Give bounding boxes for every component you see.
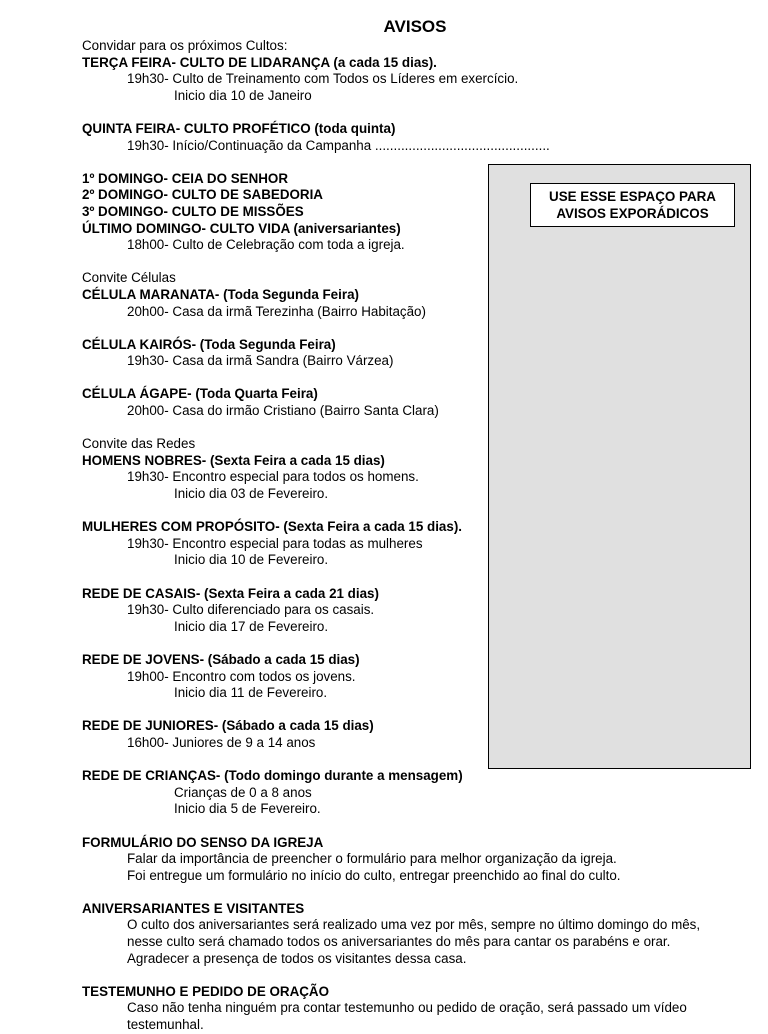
domingo-1: 1º DOMINGO- CEIA DO SENHOR (82, 170, 289, 186)
aniversariantes-line-2: nesse culto será chamado todos os aniversariantes do mês para cantar os parabéns e orar. (127, 934, 671, 950)
homens-line-1: 19h30- Encontro especial para todos os homens. (127, 469, 419, 485)
casais-heading: REDE DE CASAIS- (Sexta Feira a cada 21 dias) (82, 585, 379, 601)
celulas-intro: Convite Células (82, 270, 176, 286)
mulheres-line-2: Inicio dia 10 de Fevereiro. (174, 552, 329, 568)
criancas-line-1: Crianças de 0 a 8 anos (174, 784, 312, 800)
agape-heading: CÉLULA ÁGAPE- (Toda Quarta Feira) (82, 386, 318, 402)
jovens-line-1: 19h00- Encontro com todos os jovens. (127, 668, 356, 684)
panel-label-line-1: USE ESSE ESPAÇO PARA (549, 189, 716, 204)
quinta-line-1: 19h30- Início/Continuação da Campanha ............................................... (127, 137, 550, 153)
homens-line-2: Inicio dia 03 de Fevereiro. (174, 486, 329, 502)
formulario-line-1: Falar da importância de preencher o formulário para melhor organização da igreja. (127, 851, 617, 867)
mulheres-heading: MULHERES COM PROPÓSITO- (Sexta Feira a cada 15 dias). (82, 519, 463, 535)
aniversariantes-line-3: Agradecer a presença de todos os visitantes dessa casa. (127, 950, 467, 966)
terca-heading: TERÇA FEIRA- CULTO DE LIDARANÇA (a cada 15 dias). (82, 54, 437, 70)
spacer (82, 818, 752, 835)
mulheres-line-1: 19h30- Encontro especial para todas as mulheres (127, 535, 423, 551)
juniores-heading: REDE DE JUNIORES- (Sábado a cada 15 dias) (82, 718, 374, 734)
kairos-heading: CÉLULA KAIRÓS- (Toda Segunda Feira) (82, 336, 336, 352)
spacer (82, 967, 752, 984)
formulario-heading: FORMULÁRIO DO SENSO DA IGREJA (82, 834, 324, 850)
casais-line-1: 19h30- Culto diferenciado para os casais. (127, 602, 375, 618)
domingo-ultimo: ÚLTIMO DOMINGO- CULTO VIDA (aniversariantes) (82, 220, 401, 236)
terca-line-1: 19h30- Culto de Treinamento com Todos os Líderes em exercício. (127, 71, 519, 87)
homens-heading: HOMENS NOBRES- (Sexta Feira a cada 15 dias) (82, 452, 385, 468)
panel-label-line-2: AVISOS EXPORÁDICOS (556, 206, 709, 221)
agape-line: 20h00- Casa do irmão Cristiano (Bairro Santa Clara) (127, 403, 439, 419)
testemunho-heading: TESTEMUNHO E PEDIDO DE ORAÇÃO (82, 983, 330, 999)
testemunho-line-2: testemunhal. (127, 1017, 204, 1033)
terca-line-2: Inicio dia 10 de Janeiro (174, 87, 312, 103)
jovens-heading: REDE DE JOVENS- (Sábado a cada 15 dias) (82, 651, 360, 667)
intro-text: Convidar para os próximos Cultos: (82, 38, 288, 53)
casais-line-2: Inicio dia 17 de Fevereiro. (174, 618, 329, 634)
quinta-heading: QUINTA FEIRA- CULTO PROFÉTICO (toda quinta) (82, 120, 396, 136)
domingo-line-1: 18h00- Culto de Celebração com toda a igreja. (127, 237, 405, 253)
aniversariantes-line-1: O culto dos aniversariantes será realizado uma vez por mês, sempre no último domingo do mês, (127, 917, 701, 933)
jovens-line-2: Inicio dia 11 de Fevereiro. (174, 685, 328, 701)
page-title: AVISOS (383, 17, 447, 36)
panel-label-box (530, 183, 735, 227)
criancas-line-2: Inicio dia 5 de Fevereiro. (174, 801, 321, 817)
maranata-heading: CÉLULA MARANATA- (Toda Segunda Feira) (82, 286, 359, 302)
juniores-line-1: 16h00- Juniores de 9 a 14 anos (127, 734, 316, 750)
maranata-line: 20h00- Casa da irmã Terezinha (Bairro Habitação) (127, 303, 426, 319)
testemunho-line-1: Caso não tenha ninguém pra contar testemunho ou pedido de oração, será passado um vídeo (127, 1000, 687, 1016)
domingo-3: 3º DOMINGO- CULTO DE MISSÕES (82, 203, 304, 219)
aniversariantes-heading: ANIVERSARIANTES E VISITANTES (82, 900, 305, 916)
domingo-2: 2º DOMINGO- CULTO DE SABEDORIA (82, 187, 323, 203)
announcement-panel (488, 164, 751, 769)
redes-intro: Convite das Redes (82, 436, 196, 452)
kairos-line: 19h30- Casa da irmã Sandra (Bairro Várzea) (127, 353, 394, 369)
formulario-line-2: Foi entregue um formulário no início do culto, entregar preenchido ao final do culto. (127, 867, 621, 883)
spacer (82, 104, 752, 121)
spacer (82, 884, 752, 901)
criancas-heading: REDE DE CRIANÇAS- (Todo domingo durante a mensagem) (82, 768, 463, 784)
